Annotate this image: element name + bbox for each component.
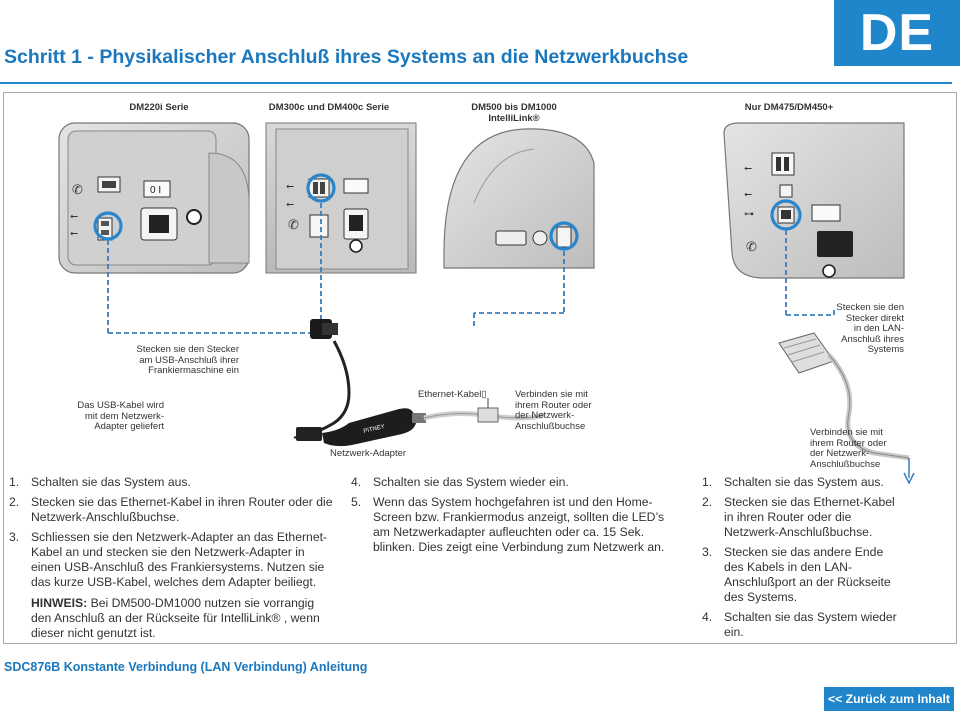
hint-note: HINWEIS: Bei DM500-DM1000 nutzen sie vorrangig den Anschluß an der Rückseite für IntelliLink® , wenn dieser nicht genutzt ist. [31,596,320,640]
step-item: 4. Schalten sie das System wieder ein. [702,610,897,639]
language-badge: DE [834,0,960,66]
usb-cable-label: Das USB-Kabel wird mit dem Netzwerk- Adapter geliefert [77,400,164,432]
model-label-dm300c: DM300c und DM400c Serie [268,102,390,113]
instructions-middle [351,475,671,560]
svg-text:⭠: ⭠ [70,211,78,222]
dm220i-port-panel [59,123,249,333]
step-item: 3. Stecken sie das andere Ende des Kabels in den LAN-Anschlußport an der Rückseite des Systems. [702,545,891,604]
dm300c-port-panel [266,123,416,325]
step-item: 1. Schalten sie das System aus. [702,475,884,489]
document-footer: SDC876B Konstante Verbindung (LAN Verbindung) Anleitung [4,660,368,674]
step-item: 4. Schalten sie das System wieder ein. [351,475,569,489]
router-label-right: Verbinden sie mit ihrem Router oder der Netzwerk- Anschlußbuchse [810,427,887,470]
svg-text:⊶: ⊶ [744,209,754,220]
page-title: Schritt 1 - Physikalischer Anschluß ihres Systems an die Netzwerkbuchse [4,46,689,68]
dm475-port-panel [724,123,904,315]
step-item: 2. Stecken sie das Ethernet-Kabel in ihren Router oder die Netzwerk-Anschlußbuchse. [9,495,333,524]
svg-text:⭠: ⭠ [286,181,294,192]
usb-plug-label: Stecken sie den Stecker am USB-Anschluß ihrer Frankiermaschine ein [136,344,239,376]
svg-text:⭠: ⭠ [286,199,294,210]
instructions-left [9,475,334,641]
svg-text:✆: ✆ [288,217,299,232]
title-rule [0,82,952,84]
instructions-right [702,475,902,645]
model-label-dm475: Nur DM475/DM450+ [744,102,834,113]
illustration-frame [3,92,957,644]
back-to-contents-button[interactable]: << Zurück zum Inhalt [824,687,954,711]
model-label-dm500: DM500 bis DM1000 IntelliLink® [471,102,557,124]
step-item: 2. Stecken sie das Ethernet-Kabel in ihren Router oder die Netzwerk-Anschlußbuchse. [702,495,895,539]
ethernet-cable-label: Ethernet-Kabel▯ [418,389,487,400]
router-label-middle: Verbinden sie mit ihrem Router oder der Netzwerk- Anschlußbuchse [515,389,592,432]
dm500-port-panel [444,129,594,329]
svg-text:✆: ✆ [746,239,757,254]
svg-text:✆: ✆ [72,182,83,197]
step-item: 5. Wenn das System hochgefahren ist und den Home-Screen bzw. Frankiermodus anzeigt, sollten die LED’s am Netzwerkadapter aufleuchten oder ca. 15 Sek. blinken. Dies zeigt eine Verbindung zum Netzwerk an. [351,495,665,554]
lan-plug-label: Stecken sie den Stecker direkt in den LAN- Anschluß ihres Systems [836,302,904,355]
svg-text:⭠: ⭠ [744,189,752,200]
step-item: 1. Schalten sie das System aus. [9,475,191,489]
network-adapter [322,408,426,446]
svg-text:PITNEY: PITNEY [363,423,386,435]
step-item: 3. Schliessen sie den Netzwerk-Adapter an das Ethernet-Kabel an und stecken sie den Netzwerk-Adapter in einen USB-Anschluß des Frankiersystems. Nutzen sie das kurze USB-Kabel, welches dem Adapter beiliegt. [9,530,328,589]
svg-text:0 I: 0 I [150,185,162,196]
network-adapter-label: Netzwerk-Adapter [330,448,407,459]
usb-cable [294,319,349,441]
svg-text:⭠: ⭠ [744,163,752,174]
model-label-dm220i: DM220i Serie [129,102,189,113]
svg-text:⭠: ⭠ [70,228,78,239]
